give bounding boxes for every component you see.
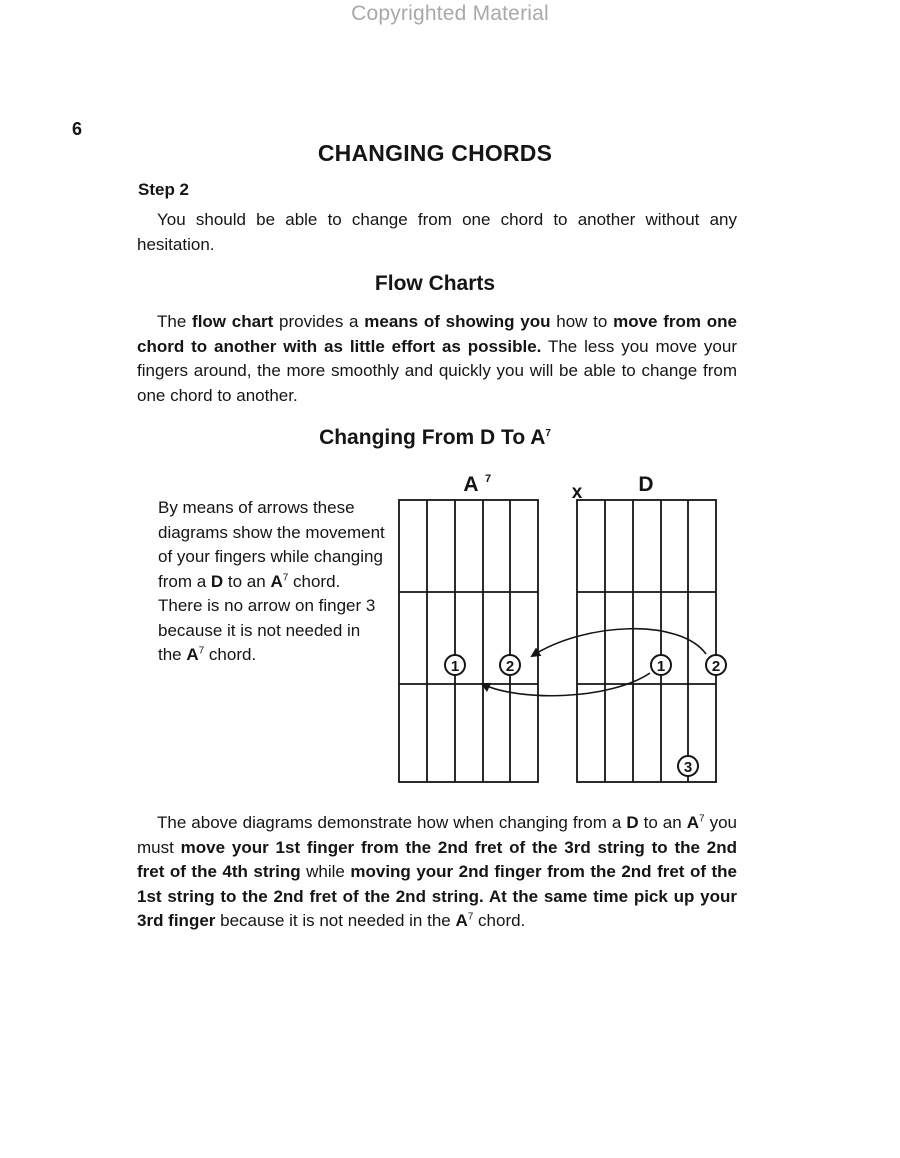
flow-bold-3: move from one chord to another with as little effort as possible. <box>137 312 737 356</box>
d-finger-1-marker <box>651 655 671 675</box>
conclusion-bold-a2: A <box>455 911 468 930</box>
flow-text-2: how to <box>550 312 614 331</box>
watermark: Copyrighted Material <box>351 2 549 25</box>
conclusion-text-2: to an <box>638 813 687 832</box>
flow-text-3: The less you move your fingers around, the more smoothly and quickly you will be able to change from one chord to another. <box>137 336 737 405</box>
d-finger-3-label: 3 <box>683 759 693 776</box>
side-text-2: to an <box>223 571 271 591</box>
page-title: CHANGING CHORDS <box>317 140 553 166</box>
side-sup-a2: 7 <box>198 645 205 657</box>
conclusion-text-5: because it is not needed in the <box>215 911 456 930</box>
side-text-1: By means of arrows these diagrams show the movement of your fingers while changing from a <box>158 498 385 591</box>
a7-chord-grid <box>399 500 538 782</box>
a7-chord-label-sup: 7 <box>485 473 492 485</box>
flow-text-1: provides a <box>273 312 365 331</box>
d-finger-2-label: 2 <box>711 658 721 675</box>
side-bold-a: A <box>270 571 283 591</box>
a7-finger-1-label: 1 <box>450 658 460 675</box>
conclusion-sup-a2: 7 <box>467 911 474 923</box>
a7-finger-1-marker <box>445 655 465 675</box>
conclusion-sup-a: 7 <box>699 813 705 825</box>
side-text-4: chord. <box>204 645 257 664</box>
conclusion-bold-2: moving your 2nd finger from the 2nd fret of the 1st string to the 2nd fret of the 2nd string. At the same time pick up your 3rd finger <box>137 862 737 930</box>
flow-bold-1: flow chart <box>192 312 274 331</box>
d-finger-3-marker <box>678 756 698 776</box>
d-chord-label: D <box>638 473 654 496</box>
flow-bold-2: means of showing you <box>364 312 551 331</box>
changing-heading-sup: 7 <box>545 428 551 439</box>
d-finger-2-marker <box>706 655 726 675</box>
conclusion-bold-d: D <box>626 813 639 832</box>
conclusion-bold-a: A <box>686 813 700 832</box>
flow-charts-heading: Flow Charts <box>374 272 496 295</box>
conclusion-text-1: The above diagrams demonstrate how when changing from a <box>157 813 627 832</box>
conclusion-text-6: chord. <box>473 911 526 930</box>
mute-string-mark: x <box>571 482 583 503</box>
a7-finger-2-label: 2 <box>505 658 515 675</box>
changing-heading-text: Changing From D To A <box>319 426 546 449</box>
side-bold-a2: A <box>186 645 199 664</box>
page-number: 6 <box>72 119 83 139</box>
finger-2-move-arrow <box>532 629 706 656</box>
d-finger-1-label: 1 <box>656 658 666 675</box>
side-sup-a: 7 <box>282 571 289 583</box>
a7-finger-2-marker <box>500 655 520 675</box>
flow-text-the: The <box>157 312 193 331</box>
side-bold-d: D <box>210 571 224 591</box>
conclusion-paragraph <box>137 811 737 934</box>
d-chord-grid <box>577 500 716 782</box>
conclusion-text-3: you must <box>137 813 737 857</box>
side-text-3: chord. There is no arrow on finger 3 because it is not needed in the <box>158 571 376 664</box>
conclusion-text-4: while <box>300 862 351 881</box>
a7-chord-label: A <box>463 473 479 496</box>
conclusion-bold-1: move your 1st finger from the 2nd fret of the 3rd string to the 2nd fret of the 4th string <box>137 837 737 881</box>
step-text: You should be able to change from one chord to another without any hesitation. <box>137 210 737 254</box>
step-label: Step 2 <box>138 180 190 199</box>
